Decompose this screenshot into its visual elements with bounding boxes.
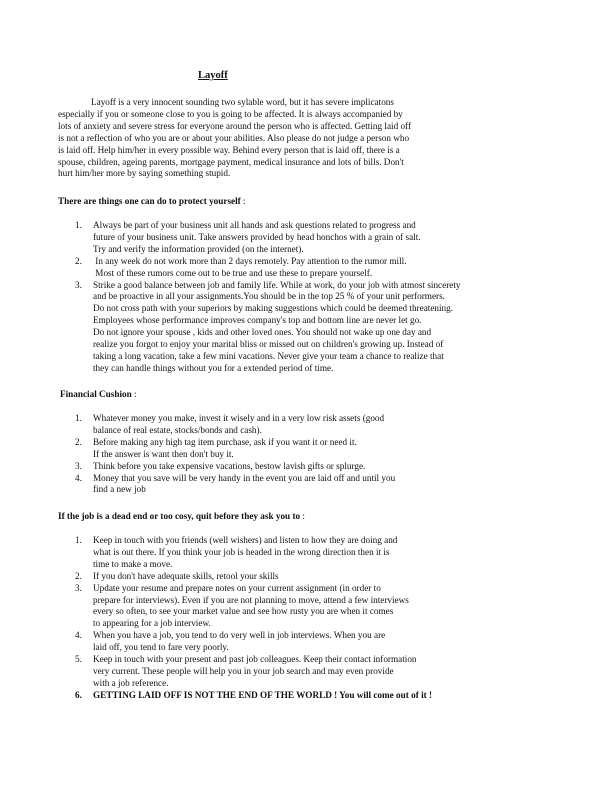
section-heading-financial bbox=[60, 389, 137, 401]
item-line: very current. These people will help you in your job search and may even provide bbox=[93, 665, 394, 676]
list-item bbox=[58, 461, 518, 473]
intro-line: hurt him/her more by saying something stupid. bbox=[58, 168, 231, 179]
item-number: 3. bbox=[75, 582, 82, 593]
list-item bbox=[58, 220, 518, 256]
section-heading-text: There are things one can do to protect yourself bbox=[58, 196, 241, 206]
list-quit bbox=[58, 535, 518, 702]
item-line: balance of real estate, stocks/bonds and cash). bbox=[93, 424, 262, 435]
list-protect bbox=[58, 220, 518, 375]
item-line: Most of these rumors come out to be true and use these to prepare yourself. bbox=[93, 267, 373, 278]
item-line: laid off, you tend to fare very poorly. bbox=[93, 642, 229, 653]
list-item bbox=[58, 256, 518, 280]
item-line: If the answer is want then don't buy it. bbox=[93, 448, 234, 459]
intro-line: especially if you or someone close to you is going to be affected. It is always accompanied by bbox=[58, 108, 403, 119]
item-number: 3. bbox=[75, 279, 82, 290]
item-number: 2. bbox=[75, 255, 82, 266]
item-number: 5. bbox=[75, 654, 82, 665]
item-line: with a job reference. bbox=[93, 677, 169, 688]
item-line: Employees whose performance improves company's top and bottom line are never let go. bbox=[93, 315, 422, 326]
list-item bbox=[58, 654, 518, 690]
heading-colon: : bbox=[302, 511, 305, 521]
item-number: 6. bbox=[75, 689, 82, 700]
item-line: they can handle things without you for a extended period of time. bbox=[93, 362, 334, 373]
list-item bbox=[58, 413, 518, 437]
intro-line: lots of anxiety and severe stress for everyone around the person who is affected. Getting laid off bbox=[58, 120, 412, 131]
intro-line: Layoff is a very innocent sounding two sylable word, but it has severe implicatons bbox=[91, 97, 394, 107]
item-line: In any week do not work more than 2 days remotely. Pay attention to the rumor mill. bbox=[93, 255, 407, 266]
item-line: time to make a move. bbox=[93, 558, 173, 569]
item-line: Try and verify the information provided (on the internet). bbox=[93, 243, 304, 254]
item-line: Do not cross path with your superiors by making suggestions which could be deemed threatening. bbox=[93, 303, 454, 314]
item-number: 3. bbox=[75, 460, 82, 471]
list-item bbox=[58, 437, 518, 461]
intro-line: is laid off. Help him/her in every possible way. Behind every person that is laid off, there is a bbox=[58, 144, 400, 155]
item-line: When you have a job, you tend to do very well in job interviews. When you are bbox=[93, 630, 386, 641]
section-heading-protect bbox=[58, 196, 246, 208]
section-heading-text: If the job is a dead end or too cosy, quit before they ask you to bbox=[58, 511, 301, 521]
heading-colon: : bbox=[243, 196, 246, 206]
item-line: Do not ignore your spouse , kids and other loved ones. You should not wake up one day and bbox=[93, 327, 432, 338]
item-line: If you don't have adequate skills, retool your skills bbox=[93, 570, 279, 581]
list-financial bbox=[58, 413, 518, 496]
section-heading-quit bbox=[58, 511, 305, 523]
item-line: Think before you take expensive vacations, bestow lavish gifts or splurge. bbox=[93, 460, 366, 471]
list-item-final bbox=[58, 690, 518, 702]
heading-colon: : bbox=[134, 389, 137, 399]
list-item bbox=[58, 571, 518, 583]
item-number: 1. bbox=[75, 535, 82, 545]
intro-line: is not a reflection of who you are or about your abilities. Also please do not judge a person who bbox=[58, 132, 410, 143]
item-line: and be proactive in all your assignments.You should be in the top 25 % of your unit performers. bbox=[93, 291, 445, 302]
item-line: realize you forgot to enjoy your marital bliss or missed out on children's growing up. Instead of bbox=[93, 339, 444, 350]
item-number: 1. bbox=[75, 413, 82, 423]
item-line: to appearing for a job interview. bbox=[93, 618, 211, 629]
list-item bbox=[58, 473, 518, 497]
item-line: GETTING LAID OFF IS NOT THE END OF THE WORLD ! You will come out of it ! bbox=[93, 689, 433, 700]
item-line: Strike a good balance between job and family life. While at work, do your job with atmost sincerety bbox=[93, 279, 461, 290]
item-line: find a new job bbox=[93, 484, 146, 495]
item-number: 2. bbox=[75, 436, 82, 447]
item-line: Keep in touch with your present and past job colleagues. Keep their contact information bbox=[93, 654, 417, 665]
item-number: 4. bbox=[75, 630, 82, 641]
item-line: what is out there. If you think your job is headed in the wrong direction then it is bbox=[93, 546, 390, 557]
item-line: Update your resume and prepare notes on your current assignment (in order to bbox=[93, 582, 381, 593]
list-item bbox=[58, 280, 518, 375]
item-line: Whatever money you make, invest it wisely and in a very low risk assets (good bbox=[93, 413, 385, 423]
item-line: taking a long vacation, take a few mini vacations. Never give your team a chance to realize that bbox=[93, 350, 444, 361]
item-number: 1. bbox=[75, 220, 82, 230]
intro-paragraph bbox=[58, 97, 468, 180]
list-item bbox=[58, 630, 518, 654]
item-number: 2. bbox=[75, 570, 82, 581]
item-line: future of your business unit. Take answers provided by head honchos with a grain of salt. bbox=[93, 231, 421, 242]
intro-line: spouse, children, ageing parents, mortgage payment, medical insurance and lots of bills. Don't bbox=[58, 156, 404, 167]
item-line: prepare for interviews). Even if you are not planning to move, attend a few interviews bbox=[93, 594, 409, 605]
item-line: Before making any high tag item purchase, ask if you want it or need it. bbox=[93, 436, 357, 447]
list-item bbox=[58, 535, 518, 571]
item-line: Keep in touch with you friends (well wishers) and listen to how they are doing and bbox=[93, 535, 398, 545]
item-line: Money that you save will be very handy in the event you are laid off and until you bbox=[93, 472, 396, 483]
item-line: every so often, to see your market value and see how rusty you are when it comes bbox=[93, 606, 394, 617]
document-title: Layoff bbox=[198, 70, 228, 81]
item-number: 4. bbox=[75, 472, 82, 483]
list-item bbox=[58, 583, 518, 631]
section-heading-text: Financial Cushion bbox=[60, 389, 132, 399]
item-line: Always be part of your business unit all hands and ask questions related to progress and bbox=[93, 220, 416, 230]
